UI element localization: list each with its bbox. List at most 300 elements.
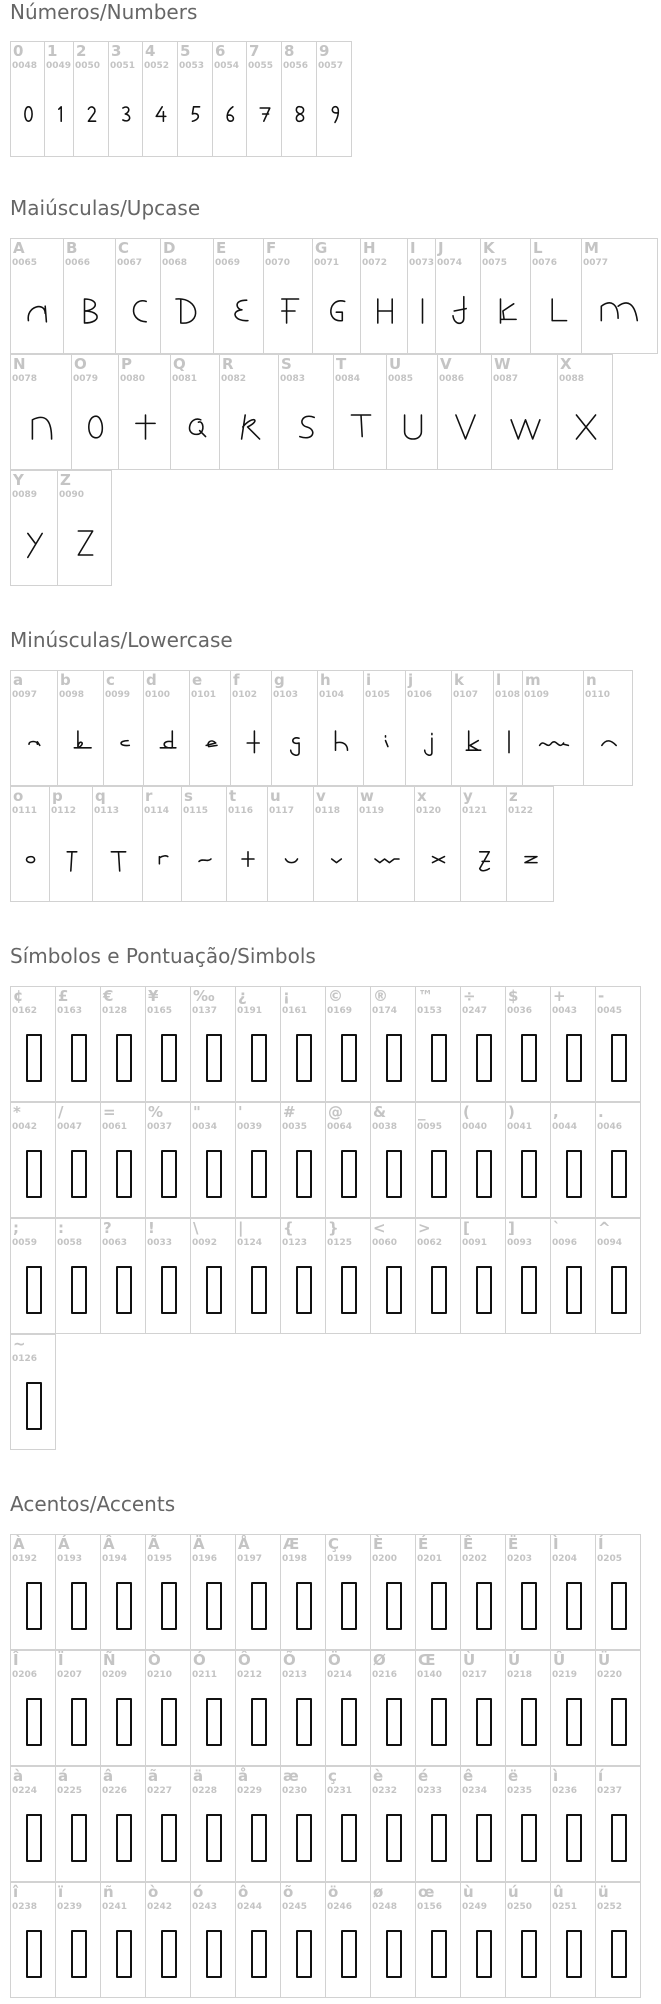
glyph-character: å	[238, 1767, 249, 1785]
glyph-code: 0227	[147, 1786, 173, 1796]
glyph-character: 1	[47, 42, 58, 60]
missing-glyph-box	[477, 1267, 491, 1313]
glyph-cell-lower	[363, 670, 406, 786]
glyph-character: Ã	[148, 1535, 160, 1553]
missing-glyph-box	[117, 1699, 131, 1745]
missing-glyph-box	[432, 1931, 446, 1977]
glyph-cell-symbols	[190, 1102, 236, 1218]
glyph-cell-upper	[312, 238, 361, 354]
glyph-character: Ú	[508, 1651, 521, 1669]
glyph-character: `	[553, 1219, 561, 1237]
glyph-cell-accents	[55, 1882, 101, 1998]
glyph-cell-numbers	[73, 41, 109, 157]
handwritten-stroke	[378, 299, 392, 323]
glyph-cell-lower	[583, 670, 633, 786]
glyph-character: $	[508, 987, 519, 1005]
missing-glyph-box	[27, 1931, 41, 1977]
glyph-character: ®	[373, 987, 388, 1005]
glyph-code: 0211	[192, 1670, 218, 1680]
glyph-cell-accents	[145, 1766, 191, 1882]
glyph-code: 0073	[409, 258, 435, 268]
glyph-cell-lower	[357, 786, 415, 902]
glyph-character: Æ	[283, 1535, 300, 1553]
missing-glyph-box	[72, 1931, 86, 1977]
glyph-code: 0036	[507, 1006, 533, 1016]
glyph-cell-upper	[530, 238, 582, 354]
glyph-character: È	[373, 1535, 384, 1553]
handwritten-stroke	[160, 731, 176, 748]
glyph-cell-symbols	[550, 1102, 596, 1218]
glyph-character: }	[328, 1219, 339, 1237]
glyph-code: 0137	[192, 1006, 218, 1016]
glyph-cell-lower	[143, 670, 190, 786]
glyph-code: 0140	[417, 1670, 443, 1680]
glyph-code: 0109	[524, 690, 550, 700]
glyph-code: 0039	[237, 1122, 263, 1132]
glyph-character: a	[13, 671, 24, 689]
glyph-cell-symbols	[595, 1102, 641, 1218]
missing-glyph-box	[162, 1699, 176, 1745]
glyph-cell-symbols	[100, 986, 146, 1102]
glyph-code: 0042	[12, 1122, 38, 1132]
glyph-character: Ê	[463, 1535, 474, 1553]
glyph-cell-lower	[317, 670, 364, 786]
glyph-code: 0210	[147, 1670, 173, 1680]
glyph-character: Z	[60, 471, 71, 489]
glyph-cell-lower	[271, 670, 318, 786]
glyph-code: 0092	[192, 1238, 218, 1248]
glyph-character: ‰	[193, 987, 215, 1005]
glyph-cell-accents	[460, 1882, 506, 1998]
glyph-character: Á	[58, 1535, 70, 1553]
missing-glyph-box	[27, 1383, 41, 1429]
glyph-character: '	[238, 1103, 243, 1121]
glyph-character: !	[148, 1219, 155, 1237]
missing-glyph-box	[612, 1151, 626, 1197]
handwritten-stroke	[286, 859, 298, 863]
glyph-character: Ù	[463, 1651, 476, 1669]
glyph-cell-accents	[100, 1650, 146, 1766]
glyph-code: 0108	[495, 690, 521, 700]
glyph-code: 0198	[282, 1554, 308, 1564]
handwritten-stroke	[453, 297, 466, 324]
glyph-character: J	[438, 239, 444, 257]
glyph-cell-upper	[213, 238, 264, 354]
glyph-code: 0125	[327, 1238, 353, 1248]
glyph-character: s	[184, 787, 193, 805]
glyph-character: Î	[13, 1651, 19, 1669]
glyph-cell-accents	[100, 1766, 146, 1882]
glyph-cell-symbols	[325, 1218, 371, 1334]
missing-glyph-box	[567, 1035, 581, 1081]
glyph-character: w	[360, 787, 374, 805]
glyph-character: A	[13, 239, 25, 257]
handwritten-stroke	[501, 299, 517, 323]
glyph-code: 0043	[552, 1006, 578, 1016]
glyph-character: ÷	[463, 987, 476, 1005]
glyph-character: t	[229, 787, 237, 805]
glyph-code: 0072	[362, 258, 388, 268]
missing-glyph-box	[297, 1035, 311, 1081]
glyph-cell-accents	[370, 1882, 416, 1998]
handwritten-stroke	[199, 859, 211, 861]
glyph-cell-symbols	[145, 1218, 191, 1334]
glyph-code: 0068	[162, 258, 188, 268]
glyph-character: m	[525, 671, 541, 689]
glyph-character: q	[95, 787, 106, 805]
missing-glyph-box	[27, 1267, 41, 1313]
missing-glyph-box	[432, 1583, 446, 1629]
handwritten-stroke	[331, 301, 345, 321]
glyph-cell-symbols	[145, 1102, 191, 1218]
glyph-code: 0063	[102, 1238, 128, 1248]
glyph-character: \	[193, 1219, 199, 1237]
glyph-character: é	[418, 1767, 429, 1785]
missing-glyph-box	[342, 1931, 356, 1977]
glyph-character: E	[216, 239, 227, 257]
glyph-character: Ö	[328, 1651, 341, 1669]
glyph-code: 0046	[597, 1122, 623, 1132]
missing-glyph-box	[27, 1151, 41, 1197]
glyph-code: 0050	[75, 61, 101, 71]
glyph-character: à	[13, 1767, 24, 1785]
glyph-character: #	[283, 1103, 296, 1121]
glyph-cell-lower	[460, 786, 507, 902]
glyph-code: 0238	[12, 1902, 38, 1912]
glyph-cell-upper	[437, 354, 492, 470]
glyph-character: 0	[13, 42, 24, 60]
glyph-cell-accents	[370, 1534, 416, 1650]
missing-glyph-box	[27, 1035, 41, 1081]
glyph-code: 0080	[120, 374, 146, 384]
missing-glyph-box	[432, 1151, 446, 1197]
glyph-cell-accents	[325, 1650, 371, 1766]
glyph-character: ô	[238, 1883, 249, 1901]
glyph-cell-lower	[57, 670, 104, 786]
glyph-character: {	[283, 1219, 294, 1237]
missing-glyph-box	[342, 1583, 356, 1629]
glyph-character: p	[52, 787, 63, 805]
glyph-cell-lower	[405, 670, 452, 786]
glyph-code: 0250	[507, 1902, 533, 1912]
glyph-character: 2	[76, 42, 87, 60]
glyph-character: Ä	[193, 1535, 205, 1553]
glyph-code: 0165	[147, 1006, 173, 1016]
glyph-code: 0103	[273, 690, 299, 700]
glyph-cell-symbols	[280, 986, 326, 1102]
glyph-code: 0233	[417, 1786, 443, 1796]
missing-glyph-box	[297, 1699, 311, 1745]
glyph-character: (	[463, 1103, 470, 1121]
glyph-character: O	[74, 355, 87, 373]
glyph-character: ¥	[148, 987, 159, 1005]
glyph-character: £	[58, 987, 69, 1005]
glyph-cell-symbols	[145, 986, 191, 1102]
glyph-character: e	[192, 671, 203, 689]
glyph-character: ¢	[13, 987, 24, 1005]
glyph-cell-accents	[415, 1650, 461, 1766]
glyph-cell-symbols	[55, 1218, 101, 1334]
glyph-code: 0203	[507, 1554, 533, 1564]
missing-glyph-box	[612, 1267, 626, 1313]
glyph-cell-symbols	[55, 1102, 101, 1218]
glyph-cell-lower	[226, 786, 268, 902]
handwritten-stroke	[511, 420, 540, 439]
glyph-character: G	[315, 239, 328, 257]
glyph-character: ~	[13, 1335, 26, 1353]
glyph-code: 0204	[552, 1554, 578, 1564]
missing-glyph-box	[612, 1583, 626, 1629]
glyph-character: g	[274, 671, 285, 689]
glyph-cell-accents	[505, 1766, 551, 1882]
glyph-character: Ü	[598, 1651, 611, 1669]
glyph-code: 0035	[282, 1122, 308, 1132]
glyph-code: 0216	[372, 1670, 398, 1680]
missing-glyph-box	[207, 1699, 221, 1745]
missing-glyph-box	[252, 1699, 266, 1745]
glyph-code: 0205	[597, 1554, 623, 1564]
glyph-code: 0193	[57, 1554, 83, 1564]
glyph-character: ©	[328, 987, 343, 1005]
handwritten-stroke	[123, 107, 130, 121]
glyph-cell-accents	[235, 1766, 281, 1882]
missing-glyph-box	[252, 1151, 266, 1197]
handwritten-stroke	[456, 415, 475, 439]
glyph-cell-accents	[55, 1650, 101, 1766]
handwritten-stroke	[32, 417, 51, 439]
missing-glyph-box	[432, 1699, 446, 1745]
missing-glyph-box	[477, 1583, 491, 1629]
handwritten-stroke	[159, 856, 167, 864]
glyph-character: b	[60, 671, 71, 689]
glyph-character: ;	[13, 1219, 19, 1237]
glyph-cell-numbers	[281, 41, 317, 157]
missing-glyph-box	[342, 1267, 356, 1313]
glyph-code: 0040	[462, 1122, 488, 1132]
glyph-character: S	[281, 355, 292, 373]
missing-glyph-box	[522, 1151, 536, 1197]
glyph-character: o	[13, 787, 24, 805]
glyph-cell-accents	[460, 1534, 506, 1650]
glyph-character: û	[553, 1883, 564, 1901]
glyph-cell-symbols	[100, 1102, 146, 1218]
missing-glyph-box	[342, 1151, 356, 1197]
handwritten-stroke	[235, 300, 248, 320]
glyph-cell-symbols	[325, 986, 371, 1102]
glyph-cell-lower	[10, 670, 58, 786]
glyph-code: 0219	[552, 1670, 578, 1680]
handwritten-stroke	[206, 741, 217, 747]
missing-glyph-box	[567, 1815, 581, 1861]
glyph-character: i	[366, 671, 372, 689]
glyph-cell-symbols	[280, 1102, 326, 1218]
glyph-cell-accents	[145, 1650, 191, 1766]
glyph-code: 0062	[417, 1238, 443, 1248]
glyph-code: 0111	[12, 806, 38, 816]
glyph-code: 0112	[51, 806, 77, 816]
glyph-cell-accents	[55, 1534, 101, 1650]
missing-glyph-box	[297, 1267, 311, 1313]
glyph-code: 0241	[102, 1902, 128, 1912]
missing-glyph-box	[297, 1815, 311, 1861]
glyph-code: 0229	[237, 1786, 263, 1796]
glyph-code: 0091	[462, 1238, 488, 1248]
glyph-character: ç	[328, 1767, 337, 1785]
glyph-character: L	[533, 239, 543, 257]
glyph-cell-upper	[333, 354, 387, 470]
glyph-cell-symbols	[280, 1218, 326, 1334]
glyph-code: 0251	[552, 1902, 578, 1912]
section-title-symbols: Símbolos e Pontuação/Simbols	[10, 944, 316, 968]
glyph-cell-accents	[505, 1650, 551, 1766]
missing-glyph-box	[207, 1267, 221, 1313]
glyph-character: ö	[328, 1883, 339, 1901]
glyph-code: 0106	[407, 690, 433, 700]
glyph-code: 0153	[417, 1006, 443, 1016]
glyph-cell-accents	[550, 1766, 596, 1882]
handwritten-stroke	[336, 731, 348, 750]
glyph-cell-lower	[103, 670, 144, 786]
handwritten-stroke	[351, 415, 370, 437]
glyph-code: 0074	[437, 258, 463, 268]
handwritten-stroke	[85, 299, 98, 323]
glyph-code: 0163	[57, 1006, 83, 1016]
glyph-code: 0093	[507, 1238, 533, 1248]
missing-glyph-box	[612, 1699, 626, 1745]
missing-glyph-box	[162, 1583, 176, 1629]
glyph-cell-numbers	[246, 41, 282, 157]
glyph-cell-symbols	[10, 1334, 56, 1450]
glyph-code: 0234	[462, 1786, 488, 1796]
handwritten-stroke	[27, 857, 35, 863]
glyph-code: 0156	[417, 1902, 443, 1912]
glyph-code: 0247	[462, 1006, 488, 1016]
glyph-character: Q	[173, 355, 186, 373]
glyph-code: 0089	[12, 490, 38, 500]
glyph-code: 0120	[416, 806, 442, 816]
handwritten-stroke	[433, 857, 445, 863]
glyph-character: 5	[180, 42, 191, 60]
glyph-character: C	[118, 239, 130, 257]
section-title-lowercase: Minúsculas/Lowercase	[10, 628, 233, 652]
glyph-cell-symbols	[55, 986, 101, 1102]
handwritten-stroke	[136, 415, 155, 439]
glyph-code: 0117	[269, 806, 295, 816]
glyph-cell-symbols	[415, 1218, 461, 1334]
glyph-code: 0097	[12, 690, 38, 700]
glyph-character: +	[553, 987, 566, 1005]
handwritten-stroke	[29, 742, 40, 746]
glyph-character: I	[410, 239, 416, 257]
glyph-code: 0169	[327, 1006, 353, 1016]
glyph-code: 0232	[372, 1786, 398, 1796]
glyph-character: ?	[103, 1219, 112, 1237]
glyph-character: v	[316, 787, 326, 805]
glyph-code: 0060	[372, 1238, 398, 1248]
glyph-code: 0249	[462, 1902, 488, 1912]
glyph-cell-symbols	[370, 1218, 416, 1334]
glyph-cell-upper	[10, 354, 72, 470]
glyph-character: N	[13, 355, 26, 373]
glyph-character: *	[13, 1103, 21, 1121]
section-title-accents: Acentos/Accents	[10, 1492, 176, 1516]
handwritten-stroke	[67, 852, 77, 871]
glyph-cell-upper	[491, 354, 558, 470]
glyph-cell-symbols	[595, 1218, 641, 1334]
glyph-character: <	[373, 1219, 386, 1237]
glyph-character: Ë	[508, 1535, 519, 1553]
glyph-character: W	[494, 355, 511, 373]
handwritten-stroke	[242, 852, 254, 866]
glyph-cell-accents	[415, 1766, 461, 1882]
glyph-character: B	[66, 239, 78, 257]
glyph-character: u	[270, 787, 281, 805]
glyph-cell-lower	[451, 670, 494, 786]
glyph-character: ]	[508, 1219, 515, 1237]
glyph-cell-accents	[550, 1650, 596, 1766]
glyph-character: É	[418, 1535, 429, 1553]
missing-glyph-box	[27, 1583, 41, 1629]
glyph-cell-accents	[415, 1534, 461, 1650]
missing-glyph-box	[117, 1035, 131, 1081]
missing-glyph-box	[567, 1583, 581, 1629]
glyph-character: Ø	[373, 1651, 386, 1669]
glyph-cell-accents	[100, 1882, 146, 1998]
handwritten-stroke	[192, 107, 199, 121]
missing-glyph-box	[162, 1267, 176, 1313]
handwritten-stroke	[525, 857, 537, 863]
glyph-cell-upper	[219, 354, 279, 470]
glyph-cell-accents	[235, 1534, 281, 1650]
missing-glyph-box	[522, 1267, 536, 1313]
glyph-cell-upper	[360, 238, 408, 354]
handwritten-stroke	[59, 107, 61, 121]
glyph-code: 0104	[319, 690, 345, 700]
glyph-code: 0200	[372, 1554, 398, 1564]
handwritten-stroke	[74, 731, 91, 748]
missing-glyph-box	[72, 1151, 86, 1197]
section-title-numbers: Números/Numbers	[10, 0, 198, 24]
glyph-cell-accents	[325, 1534, 371, 1650]
glyph-code: 0100	[145, 690, 171, 700]
glyph-code: 0048	[12, 61, 38, 71]
glyph-code: 0105	[365, 690, 391, 700]
glyph-cell-upper	[10, 238, 64, 354]
glyph-character: f	[233, 671, 240, 689]
section-title-upcase: Maiúsculas/Upcase	[10, 196, 201, 220]
glyph-code: 0197	[237, 1554, 263, 1564]
glyph-code: 0069	[215, 258, 241, 268]
handwritten-stroke	[156, 107, 166, 121]
handwritten-stroke	[282, 299, 299, 323]
glyph-code: 0101	[191, 690, 217, 700]
handwritten-stroke	[111, 852, 125, 871]
glyph-character: P	[121, 355, 132, 373]
glyph-character: Y	[13, 471, 24, 489]
glyph-cell-upper	[480, 238, 531, 354]
glyph-character: ø	[373, 1883, 384, 1901]
glyph-cell-symbols	[550, 1218, 596, 1334]
glyph-character: Å	[238, 1535, 250, 1553]
glyph-cell-accents	[460, 1650, 506, 1766]
glyph-cell-lower	[230, 670, 272, 786]
handwritten-stroke	[602, 741, 616, 746]
glyph-code: 0107	[453, 690, 479, 700]
glyph-character: l	[496, 671, 502, 689]
glyph-cell-accents	[370, 1766, 416, 1882]
missing-glyph-box	[567, 1699, 581, 1745]
glyph-character: "	[193, 1103, 201, 1121]
